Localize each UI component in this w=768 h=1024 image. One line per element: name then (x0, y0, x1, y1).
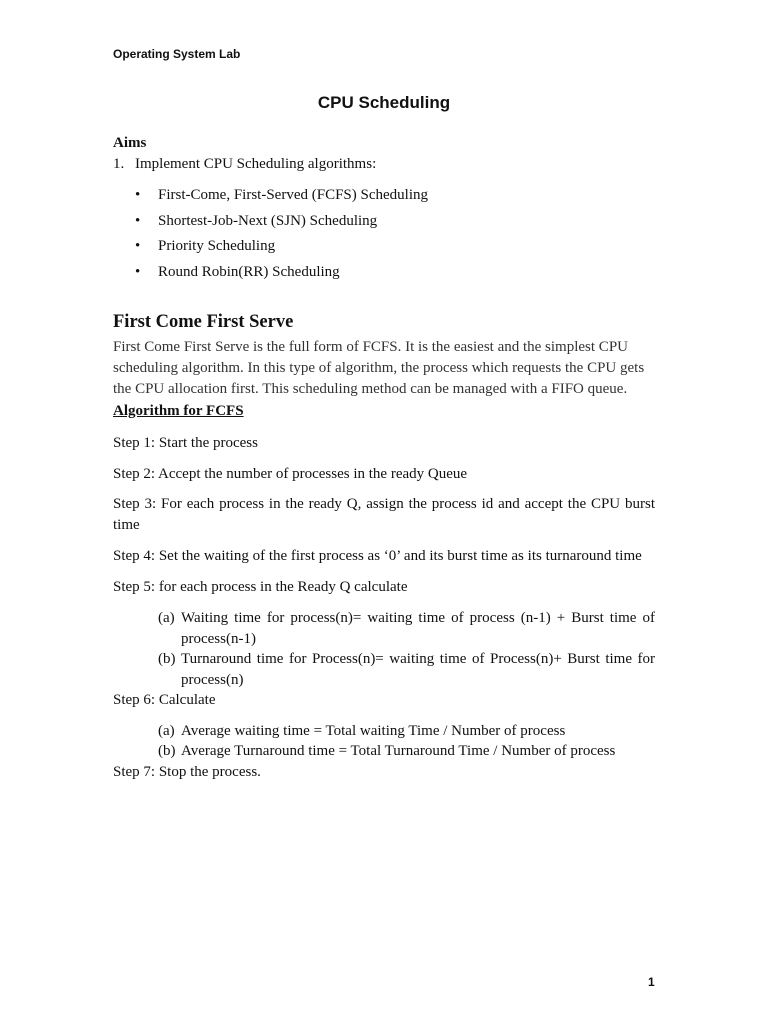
intro-line: scheduling algorithm. In this type of algorithm, the process which requests the CPU gets (113, 360, 645, 376)
list-item: • Round Robin(RR) Scheduling (135, 263, 340, 280)
step-4: Step 4: Set the waiting of the first process as ‘0’ and its burst time as its turnaround time (113, 548, 642, 564)
page-number: 1 (648, 975, 655, 989)
bullet-icon: • (135, 187, 141, 203)
sub-text: Waiting time for process(n)= waiting time of process (n-1) + Burst time of process(n-1) (181, 610, 655, 647)
bullet-icon: • (135, 263, 141, 280)
step-5-sub-a (158, 608, 655, 649)
sub-label: (b) (158, 651, 176, 667)
step-6-sub-b (158, 741, 655, 762)
list-item: • First-Come, First-Served (FCFS) Scheduling (135, 187, 429, 203)
list-item: • Priority Scheduling (135, 238, 276, 254)
sub-label: (a) (158, 610, 175, 626)
intro-line: the CPU allocation first. This scheduling method can be managed with a FIFO queue. (113, 381, 628, 397)
sub-label: (b) (158, 743, 176, 759)
sub-text: Average Turnaround time = Total Turnaround Time / Number of process (181, 743, 616, 759)
fcfs-intro-paragraph (113, 337, 658, 400)
step-6: Step 6: Calculate (113, 692, 216, 708)
fcfs-heading: First Come First Serve (113, 312, 294, 332)
intro-line: First Come First Serve is the full form of FCFS. It is the easiest and the simplest CPU (113, 339, 628, 355)
aims-item-number: 1. (113, 156, 125, 172)
step-7: Step 7: Stop the process. (113, 764, 261, 780)
step-3: Step 3: For each process in the ready Q, assign the process id and accept the CPU burst time (113, 496, 655, 533)
document-title: CPU Scheduling (317, 93, 451, 112)
algorithm-heading: Algorithm for FCFS (113, 403, 244, 419)
aims-item (113, 156, 376, 173)
sub-label: (a) (158, 723, 175, 739)
step-1: Step 1: Start the process (113, 435, 258, 451)
page-header: Operating System Lab (113, 47, 241, 61)
sub-text: Turnaround time for Process(n)= waiting time of Process(n)+ Burst time for process(n) (181, 651, 655, 688)
sub-text: Average waiting time = Total waiting Time / Number of process (181, 723, 566, 739)
bullet-icon: • (135, 212, 141, 229)
step-6-sub-a (158, 721, 655, 742)
aims-heading: Aims (113, 135, 147, 151)
step-5-sub-b (158, 649, 655, 690)
bullet-icon: • (135, 238, 141, 254)
aims-item-text: Implement CPU Scheduling algorithms: (135, 156, 377, 172)
step-5: Step 5: for each process in the Ready Q calculate (113, 579, 408, 595)
algorithm-bullet-list (135, 185, 428, 287)
step-2: Step 2: Accept the number of processes in the ready Queue (113, 466, 468, 482)
list-item: • Shortest-Job-Next (SJN) Scheduling (135, 212, 378, 229)
